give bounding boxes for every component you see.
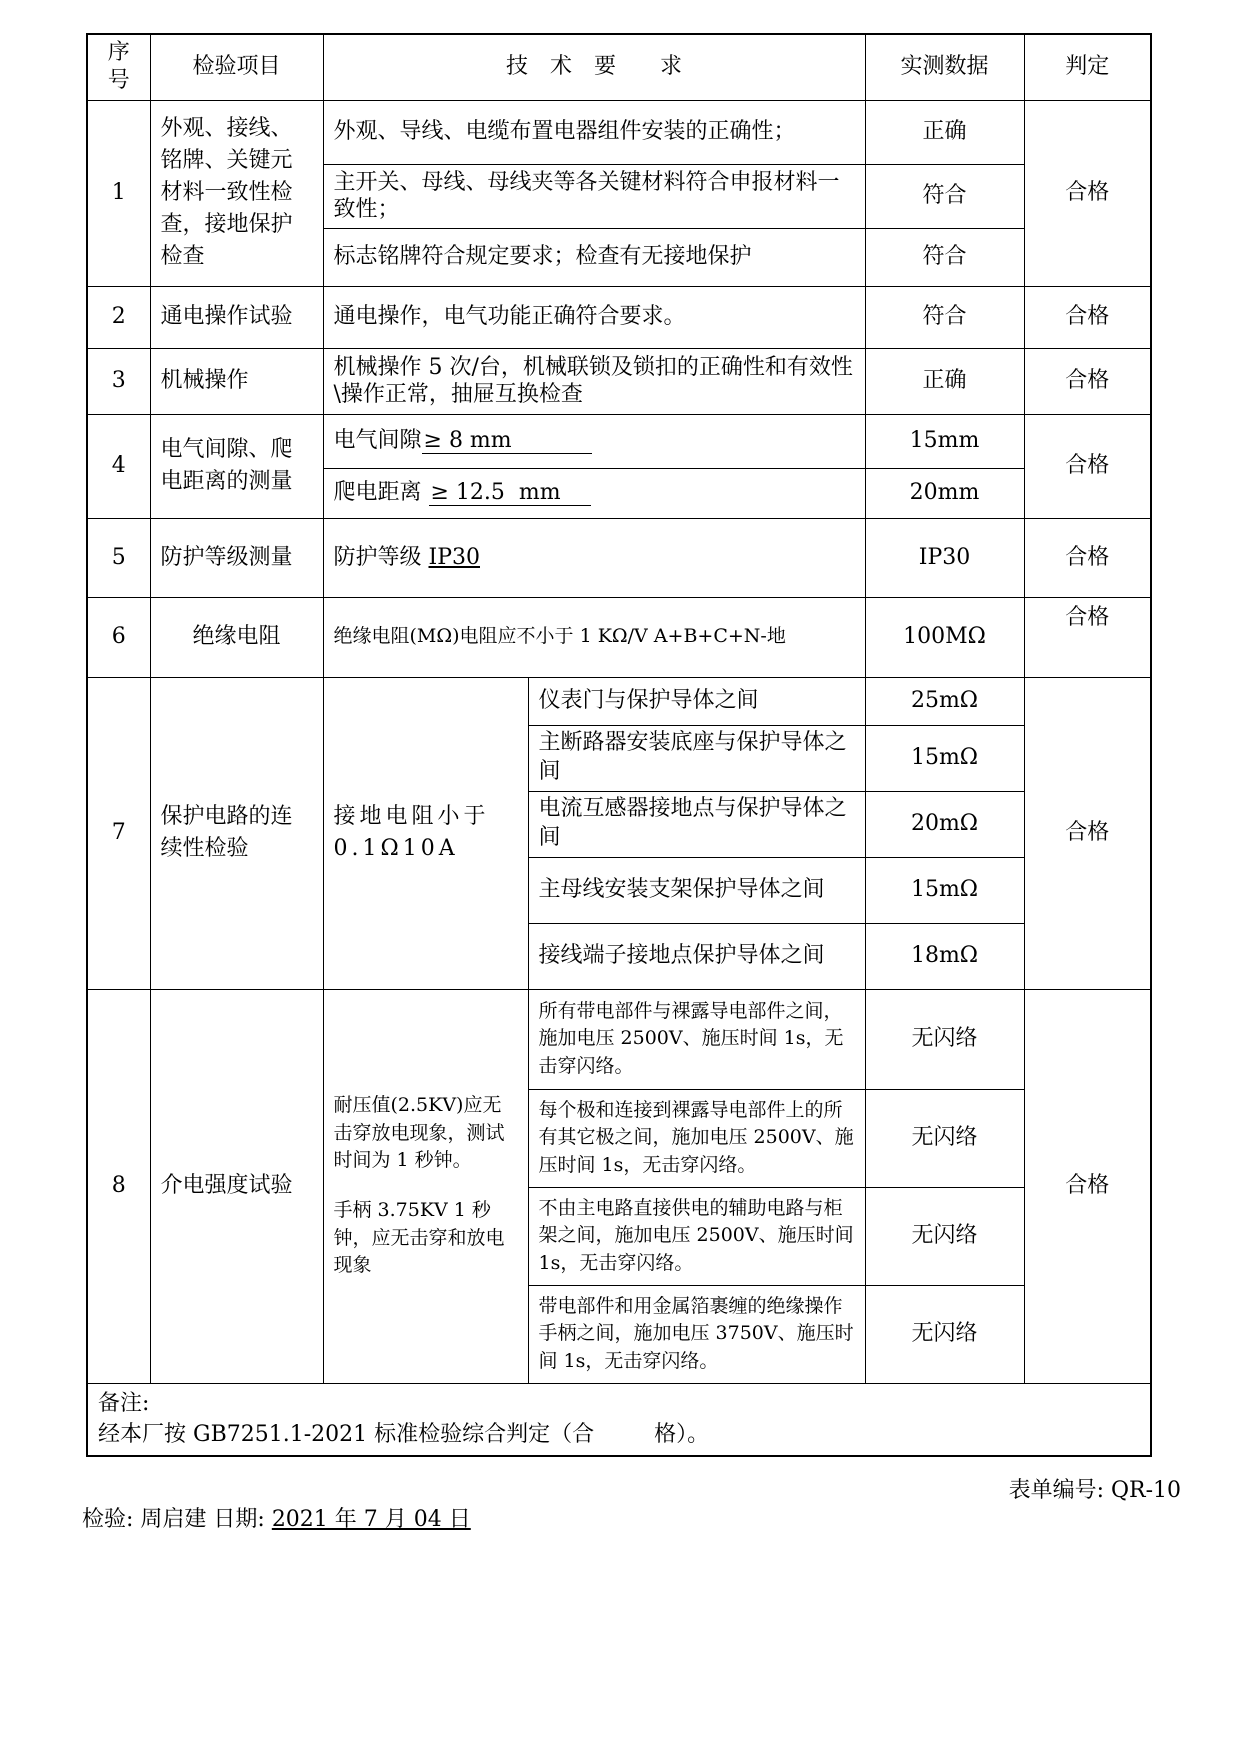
row7-value-2: 15mΩ: [865, 725, 1024, 791]
row8-req-handle: 手柄 3.75KV 1 秒钟，应无击穿和放电现象: [333, 1199, 505, 1277]
row8-point-2: 每个极和连接到裸露导电部件上的所有其它极之间，施加电压 2500V、施压时间 1s，无击穿闪络。: [528, 1089, 865, 1187]
header-requirement: 技 术 要 求: [323, 34, 865, 100]
row5-req: [323, 518, 865, 597]
row4-item: 电气间隙、爬电距离的测量: [150, 414, 323, 518]
row1-value-3: 符合: [865, 228, 1024, 286]
row4-req-1: [323, 414, 865, 468]
row4-req-1-value: ≥ 8 mm: [422, 428, 592, 454]
row8-point-1: 所有带电部件与裸露导电部件之间，施加电压 2500V、施压时间 1s，无击穿闪络。: [528, 989, 865, 1089]
row6-verdict: 合格: [1024, 597, 1151, 677]
row5-req-value: IP30: [428, 544, 480, 570]
row7-value-3: 20mΩ: [865, 791, 1024, 857]
row6-req: 绝缘电阻(MΩ)电阻应不小于 1 KΩ/V A+B+C+N-地: [323, 597, 865, 677]
row6-item: 绝缘电阻: [150, 597, 323, 677]
inspector-label: 检验: 周启建 日期:: [82, 1507, 265, 1532]
row8-point-3: 不由主电路直接供电的辅助电路与柜架之间，施加电压 2500V、施压时间 1s，无击穿闪络。: [528, 1187, 865, 1285]
row1-req-2: 主开关、母线、母线夹等各关键材料符合申报材料一致性；: [323, 164, 865, 228]
table-row: [87, 348, 1151, 414]
row8-value-2: 无闪络: [865, 1089, 1024, 1187]
inspection-date: 2021 年 7 月 04 日: [271, 1507, 471, 1532]
row8-req: [323, 989, 528, 1383]
remark-cell: [87, 1383, 1151, 1456]
remark-text: [98, 1419, 1140, 1451]
remark-text-b: 格）。: [654, 1422, 710, 1448]
row5-item: 防护等级测量: [150, 518, 323, 597]
row8-point-4: 带电部件和用金属箔裹缠的绝缘操作手柄之间，施加电压 3750V、施压时间 1s，无击穿闪络。: [528, 1285, 865, 1383]
header-seq: 序 号: [87, 34, 150, 100]
row1-req-3: 标志铭牌符合规定要求；检查有无接地保护: [323, 228, 865, 286]
header-verdict: 判定: [1024, 34, 1151, 100]
row8-item: 介电强度试验: [150, 989, 323, 1383]
row8-value-3: 无闪络: [865, 1187, 1024, 1285]
row7-verdict: 合格: [1024, 677, 1151, 989]
row6-value: 100MΩ: [865, 597, 1024, 677]
row3-verdict: 合格: [1024, 348, 1151, 414]
row7-value-4: 15mΩ: [865, 857, 1024, 923]
row7-point-5: 接线端子接地点保护导体之间: [528, 923, 865, 989]
form-number: 表单编号: QR-10: [1008, 1478, 1181, 1503]
row4-value-1: 15mm: [865, 414, 1024, 468]
inspector-line: [82, 1502, 471, 1533]
row3-req: 机械操作 5 次/台，机械联锁及锁扣的正确性和有效性\操作正常，抽屉互换检查: [323, 348, 865, 414]
row2-req: 通电操作，电气功能正确符合要求。: [323, 286, 865, 348]
row8-seq: 8: [87, 989, 150, 1383]
row1-item: 外观、接线、铭牌、关键元材料一致性检查，接地保护检查: [150, 100, 323, 286]
row4-value-2: 20mm: [865, 468, 1024, 518]
table-row: [87, 989, 1151, 1089]
row8-value-1: 无闪络: [865, 989, 1024, 1089]
table-row: [87, 414, 1151, 468]
table-row: [87, 100, 1151, 164]
row2-value: 符合: [865, 286, 1024, 348]
table-row: [87, 518, 1151, 597]
table-row: [87, 677, 1151, 725]
row5-verdict: 合格: [1024, 518, 1151, 597]
remark-row: [87, 1383, 1151, 1456]
row5-req-label: 防护等级: [333, 544, 429, 570]
row4-seq: 4: [87, 414, 150, 518]
row7-item: 保护电路的连续性检验: [150, 677, 323, 989]
row1-value-2: 符合: [865, 164, 1024, 228]
row7-point-4: 主母线安装支架保护导体之间: [528, 857, 865, 923]
row8-req-voltage: 耐压值(2.5KV)应无击穿放电现象，测试时间为 1 秒钟。: [333, 1094, 505, 1172]
inspection-table: [86, 33, 1152, 1457]
row8-value-4: 无闪络: [865, 1285, 1024, 1383]
row3-item: 机械操作: [150, 348, 323, 414]
row1-value-1: 正确: [865, 100, 1024, 164]
row3-seq: 3: [87, 348, 150, 414]
row1-req-1: 外观、导线、电缆布置电器组件安装的正确性；: [323, 100, 865, 164]
row7-seq: 7: [87, 677, 150, 989]
row1-verdict: 合格: [1024, 100, 1151, 286]
remark-text-a: 经本厂按 GB7251.1-2021 标准检验综合判定（合: [98, 1422, 595, 1448]
row7-point-3: 电流互感器接地点与保护导体之间: [528, 791, 865, 857]
row7-point-1: 仪表门与保护导体之间: [528, 677, 865, 725]
row4-verdict: 合格: [1024, 414, 1151, 518]
row7-value-5: 18mΩ: [865, 923, 1024, 989]
table-header-row: [87, 34, 1151, 100]
header-item: 检验项目: [150, 34, 323, 100]
row7-value-1: 25mΩ: [865, 677, 1024, 725]
table-row: [87, 597, 1151, 677]
row5-value: IP30: [865, 518, 1024, 597]
row2-item: 通电操作试验: [150, 286, 323, 348]
row1-seq: 1: [87, 100, 150, 286]
row5-seq: 5: [87, 518, 150, 597]
row4-req-1-label: 电气间隙: [333, 428, 422, 454]
row4-req-2-label: 爬电距离: [333, 480, 429, 506]
header-measured: 实测数据: [865, 34, 1024, 100]
row2-seq: 2: [87, 286, 150, 348]
remark-label: 备注:: [98, 1390, 150, 1416]
row7-point-2: 主断路器安装底座与保护导体之间: [528, 725, 865, 791]
row7-req: 接地电阻小于0.1Ω10A: [323, 677, 528, 989]
row3-value: 正确: [865, 348, 1024, 414]
table-row: [87, 286, 1151, 348]
row4-req-2-value: ≥ 12.5 mm: [429, 480, 591, 506]
row2-verdict: 合格: [1024, 286, 1151, 348]
row4-req-2: [323, 468, 865, 518]
row6-seq: 6: [87, 597, 150, 677]
row8-verdict: 合格: [1024, 989, 1151, 1383]
